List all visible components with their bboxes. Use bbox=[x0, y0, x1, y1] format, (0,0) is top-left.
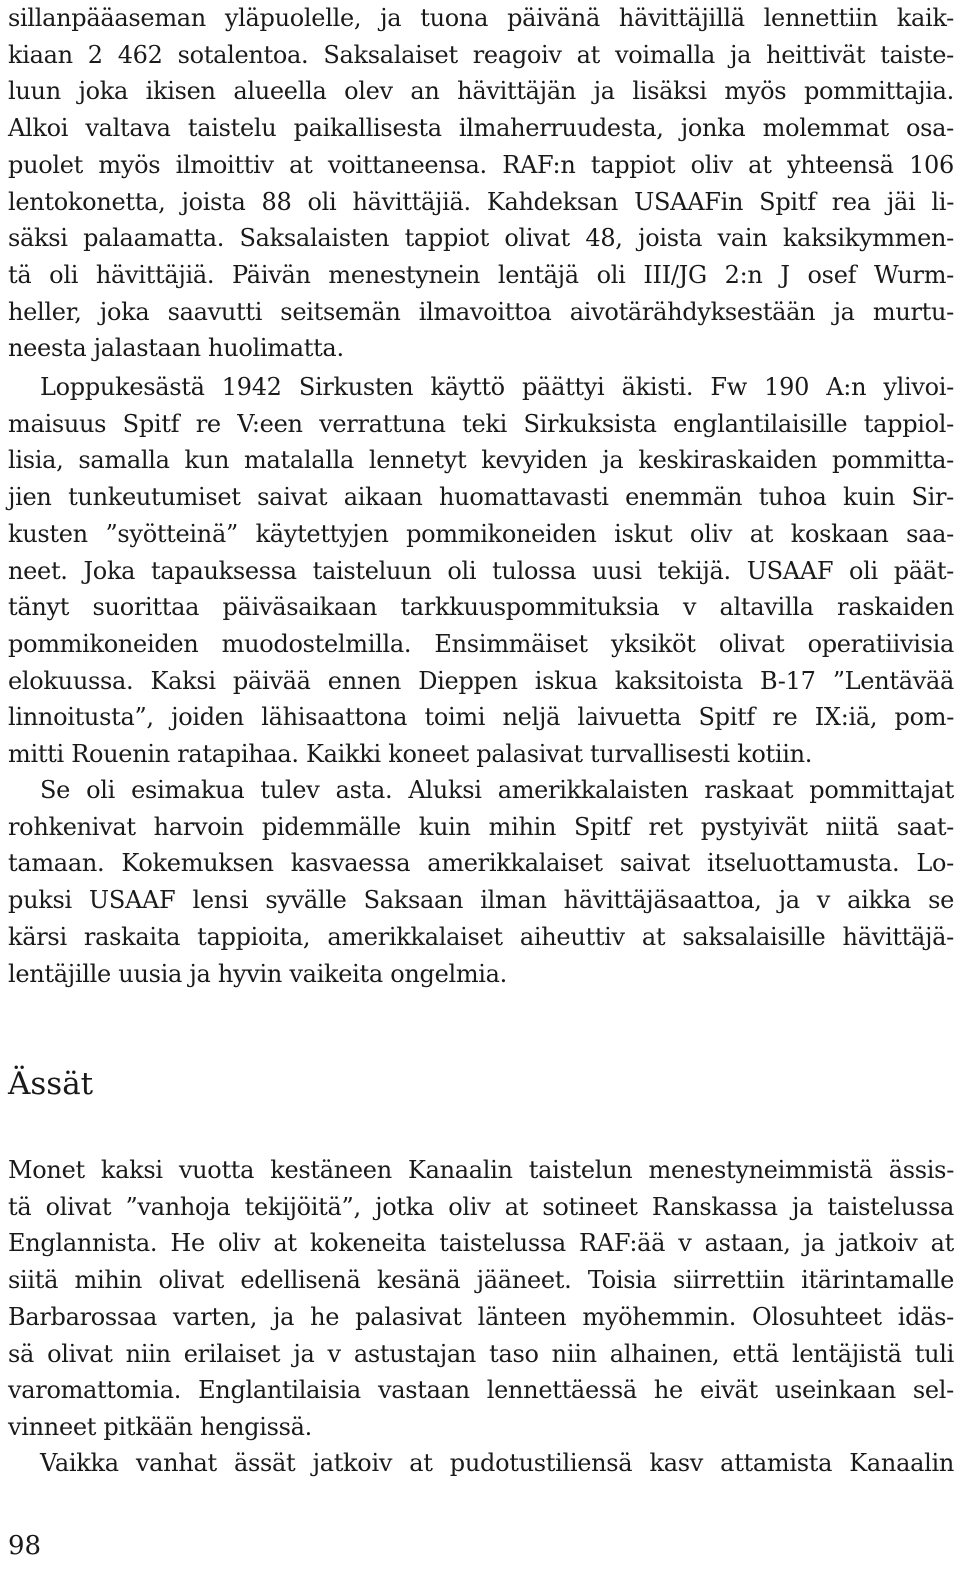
paragraph-5 bbox=[8, 1445, 954, 1482]
text-line: tänyt suorittaa päiväsaikaan tarkkuuspommituksia v altavilla raskaiden bbox=[8, 593, 954, 622]
text-line: heller, joka saavutti seitsemän ilmavoittoa aivotärähdyksestään ja murtu- bbox=[8, 297, 954, 326]
text-line: lentokonetta, joista 88 oli hävittäjiä. Kahdeksan USAAFin Spitf rea jäi li- bbox=[8, 187, 954, 216]
text-line: tä olivat ”vanhoja tekijöitä”, jotka oliv at sotineet Ranskassa ja taistelussa bbox=[8, 1192, 954, 1221]
text-line: lentäjille uusia ja hyvin vaikeita ongelmia. bbox=[8, 959, 508, 988]
text-line: tamaan. Kokemuksen kasvaessa amerikkalaiset saivat itseluottamusta. Lo- bbox=[8, 849, 954, 878]
text-line: säksi palaamatta. Saksalaisten tappiot olivat 48, joista vain kaksikymmen- bbox=[8, 224, 954, 253]
text-line: rohkenivat harvoin pidemmälle kuin mihin Spitf ret pystyivät niitä saat- bbox=[8, 812, 954, 841]
text-line: neesta jalastaan huolimatta. bbox=[8, 334, 344, 363]
text-line: sillanpääaseman yläpuolelle, ja tuona päivänä hävittäjillä lennettiin kaik- bbox=[8, 4, 954, 32]
text-line: Barbarossaa varten, ja he palasivat länteen myöhemmin. Olosuhteet idäs- bbox=[8, 1302, 954, 1331]
text-line: mitti Rouenin ratapihaa. Kaikki koneet palasivat turvallisesti kotiin. bbox=[8, 740, 813, 769]
paragraph-4 bbox=[8, 1152, 954, 1446]
text-line: sä olivat niin erilaiset ja v astustajan taso niin alhainen, että lentäjistä tuli bbox=[8, 1339, 954, 1368]
text-line: Alkoi valtava taistelu paikallisesta ilmaherruudesta, jonka molemmat osa- bbox=[8, 114, 954, 143]
section-heading: Ässät bbox=[8, 1066, 94, 1102]
text-line: puolet myös ilmoittiv at voittaneensa. RAF:n tappiot oliv at yhteensä 106 bbox=[8, 150, 954, 179]
text-line: neet. Joka tapauksessa taisteluun oli tulossa uusi tekijä. USAAF oli päät- bbox=[8, 556, 954, 585]
text-line: Englannista. He oliv at kokeneita taistelussa RAF:ää v astaan, ja jatkoiv at bbox=[8, 1229, 954, 1258]
text-line: tä oli hävittäjiä. Päivän menestynein lentäjä oli III/JG 2:n J osef Wurm- bbox=[8, 260, 954, 289]
text-line: varomattomia. Englantilaisia vastaan lennettäessä he eivät useinkaan sel- bbox=[8, 1376, 954, 1405]
text-line: Monet kaksi vuotta kestäneen Kanaalin taistelun menestyneimmistä ässis- bbox=[8, 1156, 954, 1184]
text-line: lisia, samalla kun matalalla lennetyt kevyiden ja keskiraskaiden pommitta- bbox=[8, 446, 954, 475]
text-line: Vaikka vanhat ässät jatkoiv at pudotustiliensä kasv attamista Kanaalin bbox=[40, 1449, 954, 1477]
text-line: Loppukesästä 1942 Sirkusten käyttö päättyi äkisti. Fw 190 A:n ylivoi- bbox=[40, 373, 954, 401]
text-line: maisuus Spitf re V:een verrattuna teki Sirkuksista englantilaisille tappiol- bbox=[8, 409, 954, 438]
text-line: Se oli esimakua tulev asta. Aluksi amerikkalaisten raskaat pommittajat bbox=[40, 776, 954, 804]
text-line: linnoitusta”, joiden lähisaattona toimi neljä laivuetta Spitf re IX:iä, pom- bbox=[8, 703, 954, 732]
text-line: pommikoneiden muodostelmilla. Ensimmäiset yksiköt olivat operatiivisia bbox=[8, 629, 954, 658]
paragraph-3 bbox=[8, 772, 954, 992]
text-line: luun joka ikisen alueella olev an hävittäjän ja lisäksi myös pommittajia. bbox=[8, 77, 954, 106]
text-line: elokuussa. Kaksi päivää ennen Dieppen iskua kaksitoista B-17 ”Lentävää bbox=[8, 666, 954, 695]
text-line: puksi USAAF lensi syvälle Saksaan ilman hävittäjäsaattoa, ja v aikka se bbox=[8, 886, 954, 915]
paragraph-2 bbox=[8, 369, 954, 773]
text-line: siitä mihin olivat edellisenä kesänä jääneet. Toisia siirrettiin itärintamalle bbox=[8, 1266, 954, 1295]
text-line: jien tunkeutumiset saivat aikaan huomattavasti enemmän tuhoa kuin Sir- bbox=[8, 483, 954, 512]
text-line: kusten ”syötteinä” käytettyjen pommikoneiden iskut oliv at koskaan saa- bbox=[8, 519, 954, 548]
text-line: kärsi raskaita tappioita, amerikkalaiset aiheuttiv at saksalaisille hävittäjä- bbox=[8, 922, 954, 951]
text-line: kiaan 2 462 sotalentoa. Saksalaiset reagoiv at voimalla ja heittivät taiste- bbox=[8, 40, 954, 69]
paragraph-1 bbox=[8, 0, 954, 367]
text-line: vinneet pitkään hengissä. bbox=[8, 1412, 312, 1441]
page-number: 98 bbox=[8, 1531, 42, 1561]
